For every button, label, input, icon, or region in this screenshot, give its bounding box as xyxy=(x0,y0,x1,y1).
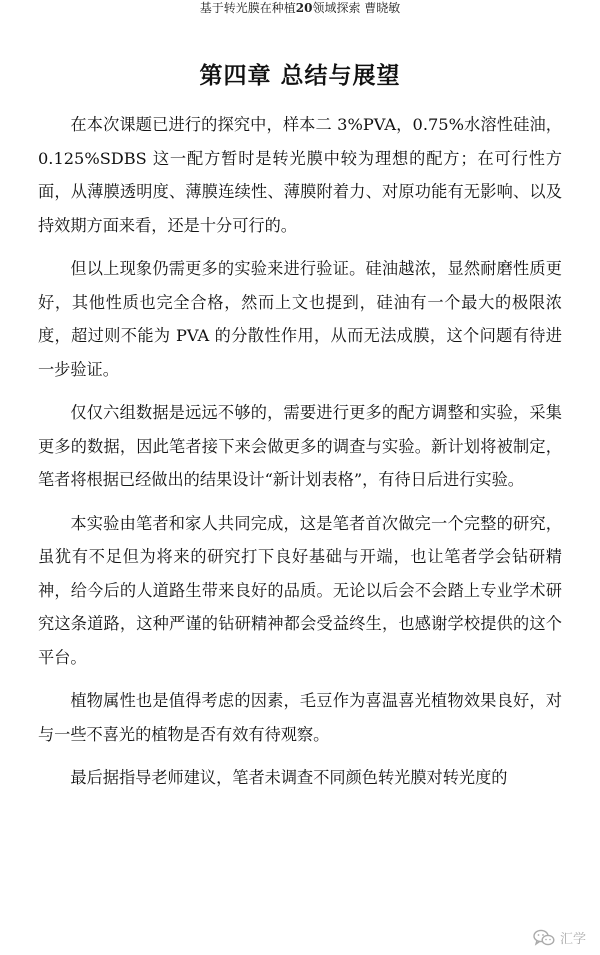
header-prefix: 基于转光膜在种植 xyxy=(199,1,296,15)
chapter-body xyxy=(38,108,562,805)
paragraph: 最后据指导老师建议，笔者未调查不同颜色转光膜对转光度的 xyxy=(70,768,508,787)
paragraph: 仅仅六组数据是远远不够的，需要进行更多的配方调整和实验，采集更多的数据，因此笔者接下来会做更多的调查与实验。新计划将被制定，笔者将根据已经做出的结果设计“新计划表格”，有待日后进行实验。 xyxy=(38,403,562,489)
paragraph: 但以上现象仍需更多的实验来进行验证。硅油越浓，显然耐磨性质更好，其他性质也完全合格，然而上文也提到，硅油有一个最大的极限浓度，超过则不能为 PVA 的分散性作用，从而无法成膜，这个问题有待进一步验证。 xyxy=(38,259,562,379)
header-suffix: 领域探索 曹晓敏 xyxy=(312,1,401,15)
paragraph: 本实验由笔者和家人共同完成，这是笔者首次做完一个完整的研究，虽犹有不足但为将来的研究打下良好基础与开端，也让笔者学会钻研精神，给今后的人道路生带来良好的品质。无论以后会不会踏上专业学术研究这条道路，这种严谨的钻研精神都会受益终生，也感谢学校提供的这个平台。 xyxy=(38,513,562,667)
chapter-title: 第四章 总结与展望 xyxy=(199,62,401,90)
watermark-text: 汇学 xyxy=(559,932,586,947)
paragraph: 植物属性也是值得考虑的因素，毛豆作为喜温喜光植物效果良好，对与一些不喜光的植物是否有效有待观察。 xyxy=(38,691,562,744)
wechat-icon xyxy=(533,929,555,947)
watermark xyxy=(533,928,586,947)
running-header xyxy=(0,0,600,16)
page-number: 20 xyxy=(295,1,313,15)
paragraph: 在本次课题已进行的探究中，样本二 3%PVA，0.75%水溶性硅油，0.125%SDBS 这一配方暂时是转光膜中较为理想的配方；在可行性方面，从薄膜透明度、薄膜连续性、薄膜附着力、对原功能有无影响、以及持效期方面来看，还是十分可行的。 xyxy=(38,115,562,235)
